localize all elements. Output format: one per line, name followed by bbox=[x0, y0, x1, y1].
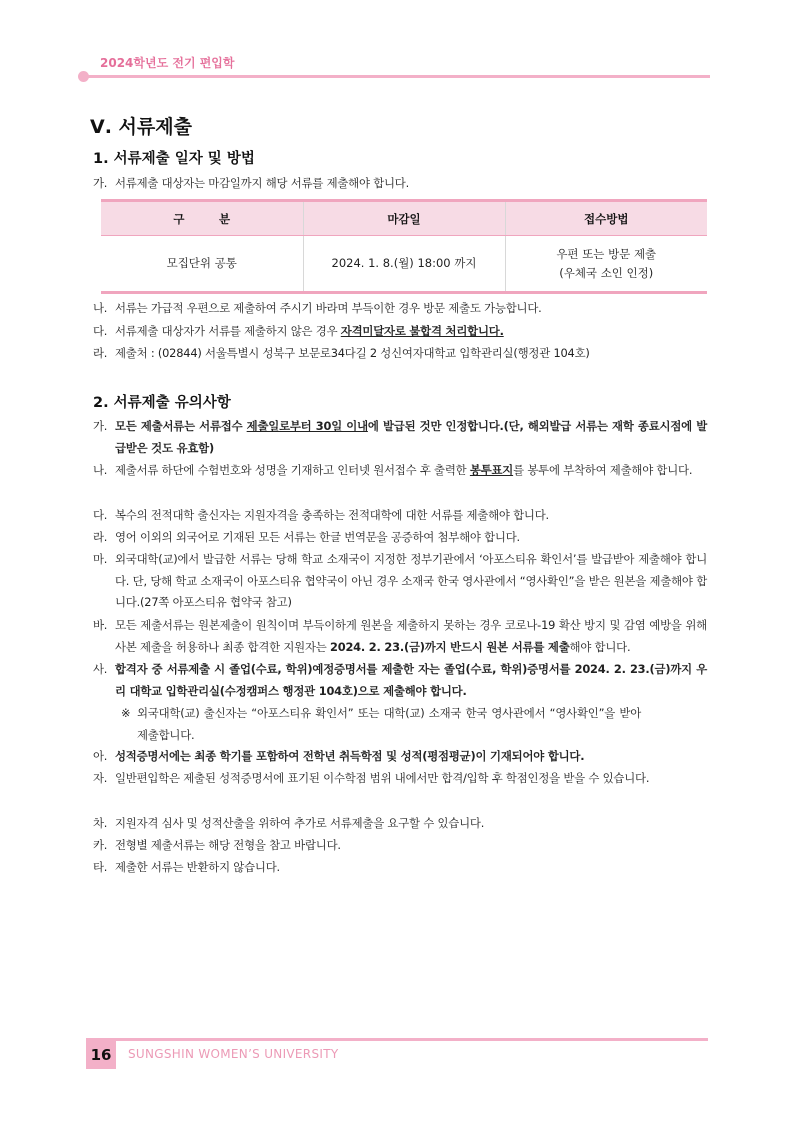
text-run: 지원자격 심사 및 성적산출을 위하여 추가로 서류제출을 요구할 수 있습니다. bbox=[115, 816, 485, 830]
item-text bbox=[115, 857, 707, 879]
item-marker: 라. bbox=[93, 346, 108, 360]
section-title: Ⅴ. 서류제출 bbox=[90, 116, 192, 138]
item-marker: 바. bbox=[93, 618, 108, 632]
text-run: 봉투표지 bbox=[469, 463, 514, 477]
page-number: 16 bbox=[86, 1041, 116, 1069]
text-run: 를 봉투에 부착하여 제출해야 합니다. bbox=[513, 463, 693, 477]
text-run: 일반편입학은 제출된 성적증명서에 표기된 이수학점 범위 내에서만 합격/입학 후 학점인정을 받을 수 있습니다. bbox=[115, 771, 650, 785]
item-text bbox=[115, 615, 707, 658]
list-item-2-ga bbox=[93, 416, 707, 459]
text-run: 제출일로부터 30일 이내 bbox=[246, 419, 368, 433]
item-text bbox=[115, 416, 707, 459]
note-marker: ※ bbox=[121, 706, 131, 720]
col-header-category: 구 분 bbox=[101, 201, 303, 236]
list-item-2-ta bbox=[93, 857, 707, 879]
list-item-2-ba bbox=[93, 615, 707, 658]
list-item-1-da bbox=[93, 321, 707, 343]
list-item-1-ra bbox=[93, 343, 707, 365]
item-text bbox=[115, 835, 707, 857]
cell-category: 모집단위 공통 bbox=[101, 236, 303, 293]
list-item-2-cha bbox=[93, 813, 707, 835]
item-text bbox=[137, 703, 641, 746]
cell-method bbox=[505, 236, 707, 293]
text-run: 제출한 서류는 반환하지 않습니다. bbox=[115, 860, 280, 874]
item-text bbox=[115, 746, 707, 768]
text-run: 모든 제출서류는 서류접수 bbox=[115, 419, 247, 433]
item-marker: 사. bbox=[93, 662, 108, 676]
text-run: 제출처 : (02844) 서울특별시 성북구 보문로34다길 2 성신여자대학교 입학관리실(행정관 104호) bbox=[115, 346, 590, 360]
text-run: 해야 합니다. bbox=[569, 639, 631, 654]
item-marker: 자. bbox=[93, 771, 108, 785]
text-run: 합격자 중 서류제출 시 졸업(수료, 학위)예정증명서를 제출한 자는 졸업(수료, 학위)증명서를 2024. 2. 23.(금)까지 우리 대학교 입학관리실(수정캠퍼스 행정관 104호)으로 제출해야 합니다. bbox=[115, 662, 707, 698]
text-run: 에 발급된 것만 인정합니다.(단, 해외발급 서류는 재학 종료시점에 발급받은 것도 유효함) bbox=[115, 419, 708, 455]
item-text bbox=[115, 813, 707, 835]
item-text bbox=[115, 460, 707, 482]
header-title: 2024학년도 전기 편입학 bbox=[100, 56, 235, 70]
list-item-2-ja bbox=[93, 768, 707, 790]
method-line-1: 우편 또는 방문 제출 bbox=[556, 246, 657, 261]
col-header-deadline: 마감일 bbox=[303, 201, 505, 236]
item-text bbox=[115, 298, 707, 320]
item-marker: 다. bbox=[93, 508, 108, 522]
note-item bbox=[121, 703, 641, 746]
text-run: 영어 이외의 외국어로 기재된 모든 서류는 한글 번역문을 공증하여 첨부해야 합니다. bbox=[115, 530, 520, 544]
list-item-2-na bbox=[93, 460, 707, 482]
item-marker: 나. bbox=[93, 301, 108, 315]
item-marker: 차. bbox=[93, 816, 108, 830]
item-text bbox=[115, 505, 707, 527]
text-run: 전형별 제출서류는 해당 전형을 참고 바랍니다. bbox=[115, 838, 341, 852]
item-marker: 나. bbox=[93, 463, 108, 477]
list-item-2-ka bbox=[93, 835, 707, 857]
list-item-1-ga bbox=[93, 173, 707, 195]
footer-rule bbox=[86, 1038, 708, 1041]
text-run: 복수의 전적대학 출신자는 지원자격을 충족하는 전적대학에 대한 서류를 제출해야 합니다. bbox=[115, 508, 549, 522]
text-run: 성적증명서에는 최종 학기를 포함하여 전학년 취득학점 및 성적(평점평균)이 기재되어야 합니다. bbox=[115, 749, 585, 763]
list-item-2-sa bbox=[93, 659, 707, 702]
list-item-1-na bbox=[93, 298, 707, 320]
list-item-2-da bbox=[93, 505, 707, 527]
text-run: 외국대학(교) 출신자는 “아포스티유 확인서” 또는 대학(교) 소재국 한국 영사관에서 “영사확인”을 받아 제출합니다. bbox=[137, 706, 641, 742]
item-marker: 가. bbox=[93, 176, 108, 190]
item-text bbox=[115, 659, 707, 702]
list-item-2-ra bbox=[93, 527, 707, 549]
header-rule bbox=[86, 75, 710, 78]
item-marker: 마. bbox=[93, 552, 108, 566]
item-marker: 타. bbox=[93, 860, 108, 874]
text-run: 모든 제출서류는 원본제출이 원칙이며 부득이하게 원본을 제출하지 못하는 경우 코로나-19 확산 방지 및 감염 예방을 위해 사본 제출을 허용하나 최종 합격한 지원자는 bbox=[115, 618, 707, 654]
submission-table bbox=[101, 199, 707, 294]
list-item-2-ma bbox=[93, 549, 707, 614]
running-header bbox=[78, 52, 710, 82]
subsection-1-title: 1. 서류제출 일자 및 방법 bbox=[93, 151, 255, 167]
item-marker: 다. bbox=[93, 324, 108, 338]
subsection-2-title: 2. 서류제출 유의사항 bbox=[93, 395, 231, 411]
text-run: 외국대학(교)에서 발급한 서류는 당해 학교 소재국이 지정한 정부기관에서 ‘아포스티유 확인서’를 발급받아 제출해야 합니다. 단, 당해 학교 소재국이 아포스티유 협약국이 아닌 경우 소재국 한국 영사관에서 “영사확인”을 받은 원본을 제출해야 합니다.(27쪽 아포스티유 협약국 참고) bbox=[115, 552, 707, 609]
table-header-row bbox=[101, 201, 707, 236]
col-header-method: 접수방법 bbox=[505, 201, 707, 236]
item-text bbox=[115, 527, 707, 549]
text-run: 서류제출 대상자가 서류를 제출하지 않은 경우 bbox=[115, 324, 341, 338]
item-text bbox=[115, 768, 707, 790]
item-marker: 라. bbox=[93, 530, 108, 544]
item-text bbox=[115, 321, 707, 343]
text-run: 자격미달자로 불합격 처리합니다. bbox=[340, 324, 504, 338]
footer-university: SUNGSHIN WOMEN’S UNIVERSITY bbox=[128, 1047, 339, 1061]
text-run: 제출서류 하단에 수험번호와 성명을 기재하고 인터넷 원서접수 후 출력한 bbox=[115, 463, 470, 477]
cell-deadline: 2024. 1. 8.(월) 18:00 까지 bbox=[303, 236, 505, 293]
text-run: 서류제출 대상자는 마감일까지 해당 서류를 제출해야 합니다. bbox=[115, 176, 410, 190]
item-marker: 가. bbox=[93, 419, 108, 433]
item-text bbox=[115, 549, 707, 614]
item-marker: 카. bbox=[93, 838, 108, 852]
table-row bbox=[101, 236, 707, 293]
item-text bbox=[115, 173, 707, 195]
item-text bbox=[115, 343, 707, 365]
text-run: 서류는 가급적 우편으로 제출하여 주시기 바라며 부득이한 경우 방문 제출도 가능합니다. bbox=[115, 301, 542, 315]
item-marker: 아. bbox=[93, 749, 108, 763]
method-line-2: (우체국 소인 인정) bbox=[559, 265, 654, 280]
list-item-2-a bbox=[93, 746, 707, 768]
text-run: 2024. 2. 23.(금)까지 반드시 원본 서류를 제출 bbox=[330, 639, 570, 654]
